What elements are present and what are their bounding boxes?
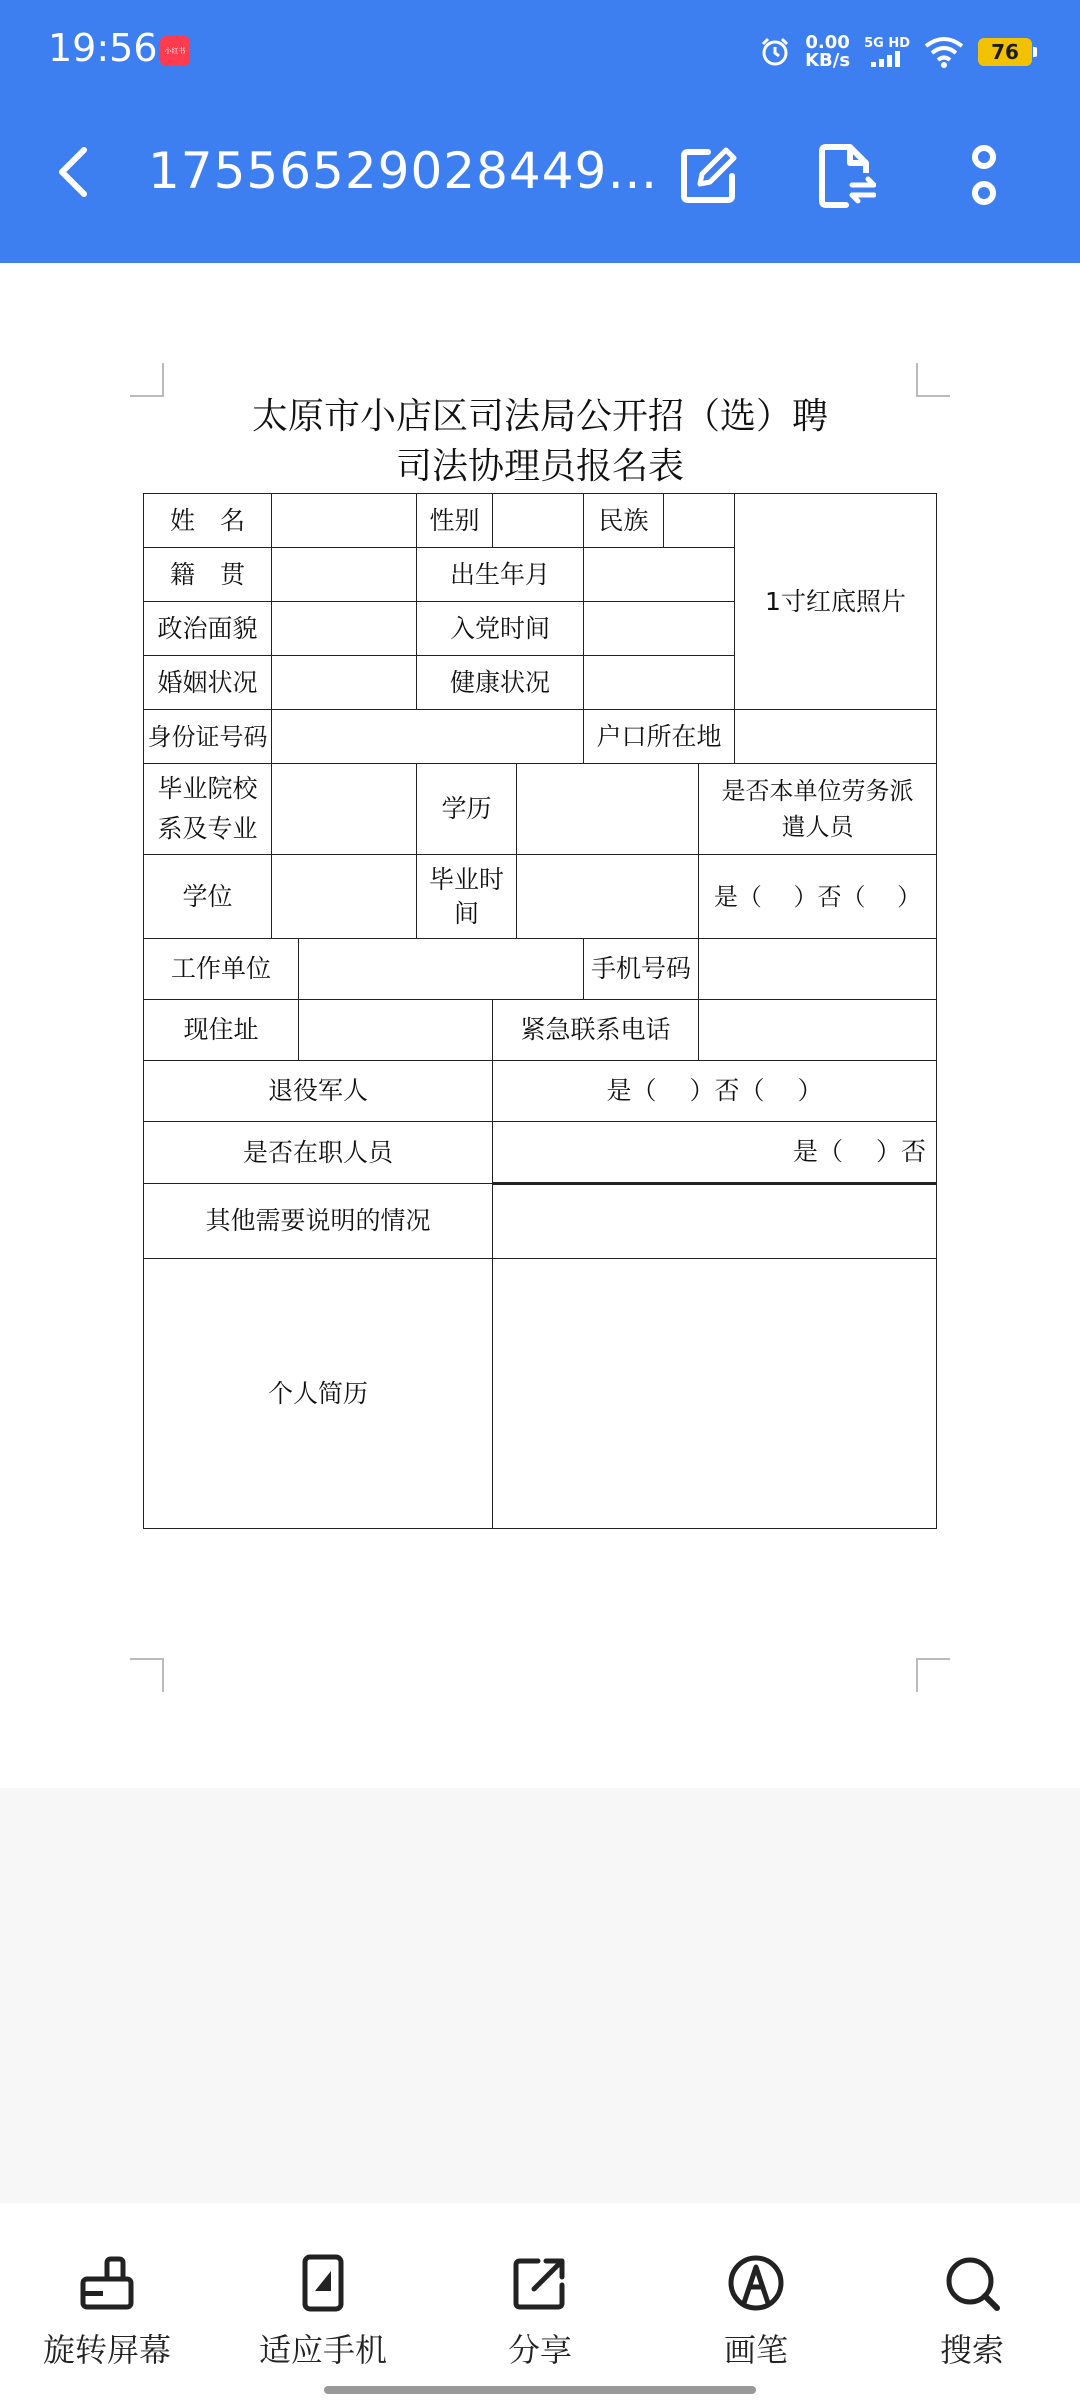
fit-phone-icon	[293, 2253, 353, 2313]
address-field[interactable]	[299, 1000, 493, 1061]
file-name: 17556529028449…	[148, 142, 659, 200]
education-field[interactable]	[517, 764, 699, 855]
health-status-field[interactable]	[584, 656, 735, 710]
major-label: 系及专业	[157, 814, 258, 843]
battery-indicator: 76	[978, 38, 1032, 66]
hukou-label: 户口所在地	[584, 710, 735, 764]
share-icon	[510, 2253, 570, 2313]
page-margin-corner	[130, 1658, 164, 1692]
form-row	[144, 710, 937, 764]
marital-status-label: 婚姻状况	[144, 656, 272, 710]
file-convert-button[interactable]	[810, 140, 882, 212]
fit-phone-button[interactable]	[233, 2253, 413, 2371]
native-place-field[interactable]	[272, 548, 417, 602]
dispatched-choice[interactable]: 是（ ）否（ ）	[699, 855, 937, 939]
form-row	[144, 1000, 937, 1061]
rotate-screen-icon	[77, 2253, 137, 2313]
grad-time-label: 毕业时间	[417, 855, 517, 939]
political-status-field[interactable]	[272, 602, 417, 656]
employer-field[interactable]	[299, 939, 584, 1000]
search-icon	[942, 2253, 1002, 2313]
gender-label: 性别	[417, 494, 493, 548]
address-label: 现住址	[144, 1000, 299, 1061]
pen-label: 画笔	[723, 2331, 788, 2369]
signal-bars-icon	[869, 51, 905, 67]
in-service-choice[interactable]: 是（ ）否	[493, 1122, 937, 1184]
back-arrow-icon[interactable]	[48, 144, 104, 200]
school-major-field[interactable]	[272, 764, 417, 855]
wifi-icon	[924, 36, 964, 68]
in-service-label: 是否在职人员	[144, 1122, 493, 1184]
marital-status-field[interactable]	[272, 656, 417, 710]
dispatched-label-line2: 遣人员	[781, 813, 854, 841]
fit-phone-label: 适应手机	[258, 2331, 387, 2369]
net-speed	[805, 34, 850, 70]
status-bar	[0, 0, 1080, 100]
ethnicity-field[interactable]	[664, 494, 735, 548]
party-date-label: 入党时间	[417, 602, 584, 656]
status-indicators	[759, 28, 1032, 76]
name-field[interactable]	[272, 494, 417, 548]
dispatched-label	[699, 764, 937, 855]
photo-label: 1寸红底照片	[765, 586, 906, 616]
grad-time-field[interactable]	[517, 855, 699, 939]
form-row	[144, 1122, 937, 1184]
political-status-label: 政治面貌	[144, 602, 272, 656]
gender-field[interactable]	[493, 494, 584, 548]
degree-field[interactable]	[272, 855, 417, 939]
edit-icon	[678, 146, 738, 206]
degree-label: 学位	[144, 855, 272, 939]
rotate-screen-label: 旋转屏幕	[42, 2331, 171, 2369]
emergency-phone-label: 紧急联系电话	[493, 1000, 699, 1061]
status-time: 19:56	[48, 26, 158, 70]
photo-box[interactable]	[735, 494, 937, 710]
form-row	[144, 494, 937, 548]
hukou-field[interactable]	[735, 710, 937, 764]
app-header	[0, 0, 1080, 263]
rotate-screen-button[interactable]	[17, 2253, 197, 2371]
search-label: 搜索	[939, 2331, 1004, 2369]
search-button[interactable]	[882, 2253, 1062, 2371]
school-label: 毕业院校	[157, 774, 258, 803]
other-notes-label: 其他需要说明的情况	[144, 1184, 493, 1259]
health-status-label: 健康状况	[417, 656, 584, 710]
share-button[interactable]	[450, 2253, 630, 2371]
page-margin-corner	[916, 1658, 950, 1692]
native-place-label: 籍 贯	[144, 548, 272, 602]
home-indicator[interactable]	[324, 2386, 756, 2394]
phone-label: 手机号码	[584, 939, 699, 1000]
form-row	[144, 764, 937, 855]
education-label: 学历	[417, 764, 517, 855]
more-button[interactable]	[948, 140, 1020, 212]
form-row	[144, 1184, 937, 1259]
veteran-choice[interactable]: 是（ ）否（ ）	[493, 1061, 937, 1122]
xiaohongshu-notification-icon: 小红书	[160, 36, 190, 66]
veteran-label: 退役军人	[144, 1061, 493, 1122]
id-number-label: 身份证号码	[144, 710, 272, 764]
registration-form-table	[143, 493, 937, 1529]
network-type: 5G HD	[864, 36, 910, 51]
file-convert-icon	[816, 143, 876, 209]
edit-button[interactable]	[672, 140, 744, 212]
school-major-label	[144, 764, 272, 855]
app-bar	[0, 120, 1080, 230]
dispatched-label-line1: 是否本单位劳务派	[721, 777, 914, 805]
more-vertical-icon	[964, 143, 1004, 209]
birth-date-label: 出生年月	[417, 548, 584, 602]
id-number-field[interactable]	[272, 710, 584, 764]
emergency-phone-field[interactable]	[699, 1000, 937, 1061]
resume-field[interactable]	[493, 1259, 937, 1529]
form-row	[144, 939, 937, 1000]
party-date-field[interactable]	[584, 602, 735, 656]
form-row	[144, 855, 937, 939]
doc-title-line2: 司法协理员报名表	[395, 446, 684, 487]
alarm-icon	[759, 36, 791, 68]
employer-label: 工作单位	[144, 939, 299, 1000]
net-speed-value: 0.00	[805, 32, 850, 53]
other-notes-field[interactable]	[493, 1184, 937, 1259]
net-speed-unit: KB/s	[805, 50, 851, 71]
pen-button[interactable]	[666, 2253, 846, 2371]
birth-date-field[interactable]	[584, 548, 735, 602]
share-label: 分享	[507, 2331, 572, 2369]
doc-title-line1: 太原市小店区司法局公开招（选）聘	[251, 396, 828, 437]
form-row	[144, 1259, 937, 1529]
name-label: 姓 名	[144, 494, 272, 548]
resume-label: 个人简历	[144, 1259, 493, 1529]
pen-icon	[726, 2253, 786, 2313]
ethnicity-label: 民族	[584, 494, 664, 548]
form-row	[144, 1061, 937, 1122]
phone-field[interactable]	[699, 939, 937, 1000]
cellular-signal	[864, 37, 910, 67]
bottom-toolbar	[0, 2203, 1080, 2400]
